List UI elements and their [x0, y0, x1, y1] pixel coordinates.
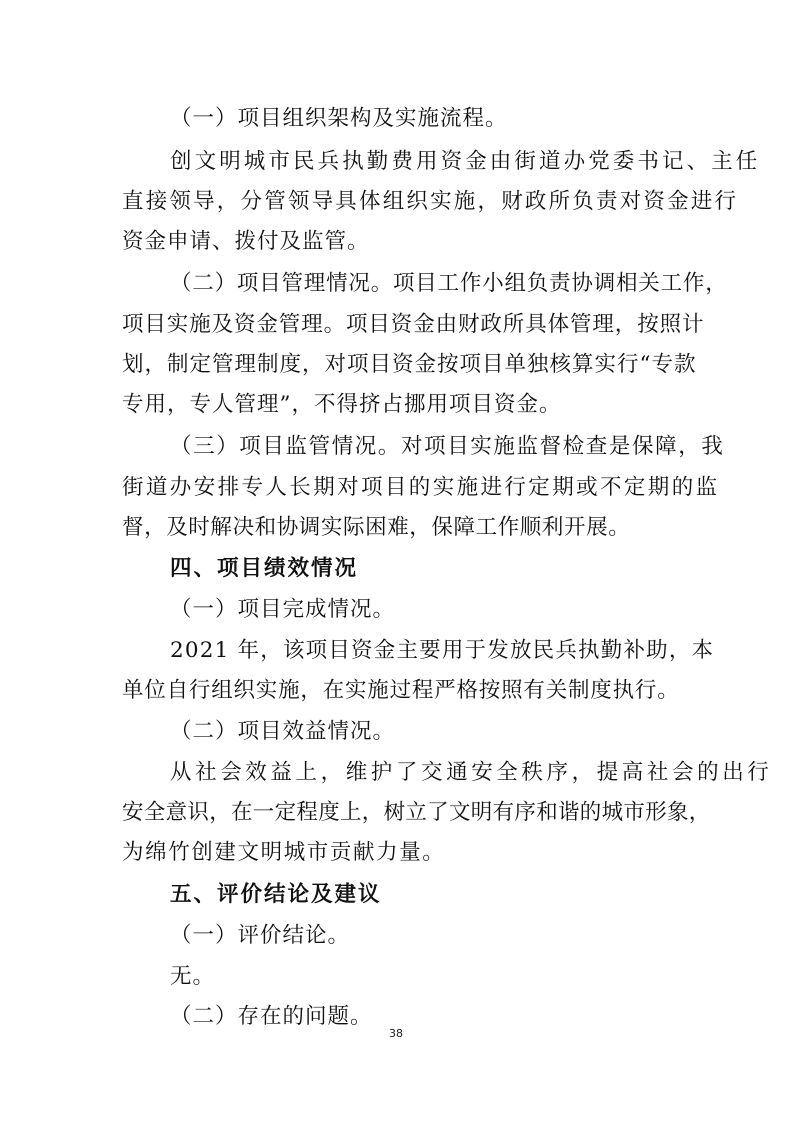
- paragraph-text: 划，制定管理制度，对项目资金按项目单独核算实行“专款: [122, 352, 697, 377]
- paragraph-text: 直接领导，分管领导具体组织实施，财政所负责对资金进行: [122, 189, 739, 214]
- section-heading: 四、项目绩效情况: [170, 556, 359, 581]
- paragraph-text: 资金申请、拨付及监管。: [122, 229, 370, 254]
- paragraph-heading: （一）评价结论。: [170, 923, 351, 948]
- section-heading: 五、评价结论及建议: [170, 882, 382, 907]
- paragraph-heading: （一）项目完成情况。: [170, 597, 396, 622]
- paragraph-heading: （二）项目管理情况。项目工作小组负责协调相关工作，: [170, 271, 728, 296]
- paragraph-text: 创文明城市民兵执勤费用资金由街道办党委书记、主任: [170, 149, 761, 174]
- paragraph-text: 街道办安排专人长期对项目的实施进行定期或不定期的监: [122, 475, 720, 500]
- paragraph-text: 安全意识，在一定程度上，树立了文明有序和谐的城市形象，: [122, 800, 711, 825]
- paragraph-heading: （三）项目监管情况。对项目实施监督检查是保障，我: [170, 434, 725, 459]
- paragraph-text: 项目实施及资金管理。项目资金由财政所具体管理，按照计: [122, 312, 705, 337]
- paragraph-text: 从社会效益上，维护了交通安全秩序，提高社会的出行: [170, 760, 773, 785]
- paragraph-text: 2021 年，该项目资金主要用于发放民兵执勤补助，本: [170, 638, 715, 663]
- paragraph-text: 为绵竹创建文明城市贡献力量。: [122, 840, 446, 865]
- paragraph-text: 单位自行组织实施，在实施过程严格按照有关制度执行。: [122, 678, 680, 703]
- paragraph-heading: （一）项目组织架构及实施流程。: [170, 106, 508, 131]
- paragraph-text: 专用，专人管理”，不得挤占挪用项目资金。: [122, 392, 562, 417]
- paragraph-heading: （二）存在的问题。: [170, 1004, 373, 1029]
- paragraph-text: 无。: [170, 964, 216, 989]
- paragraph-text: 督，及时解决和协调实际困难，保障工作顺利开展。: [122, 515, 631, 540]
- paragraph-heading: （二）项目效益情况。: [170, 719, 396, 744]
- page-number: 38: [389, 1027, 403, 1040]
